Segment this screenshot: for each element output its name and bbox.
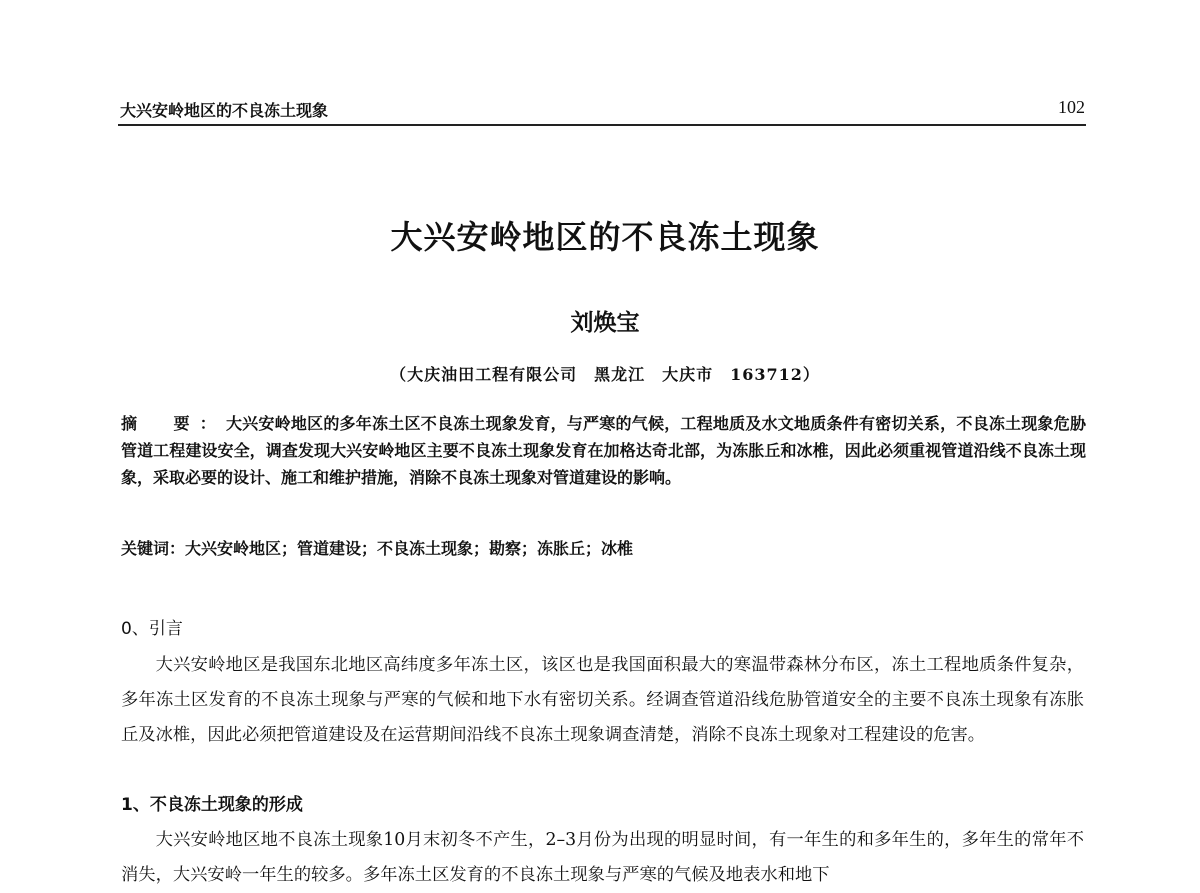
author-name: 刘焕宝	[570, 310, 640, 336]
keywords-text: 大兴安岭地区；管道建设；不良冻土现象；勘察；冻胀丘；冰椎	[185, 539, 634, 558]
section-heading-introduction: 0、引言	[121, 619, 183, 639]
abstract	[121, 410, 1086, 491]
author-affiliation: （大庆油田工程有限公司 黑龙江 大庆市 163712）	[390, 365, 820, 384]
abstract-label: 摘 要：	[121, 414, 226, 433]
running-header-title: 大兴安岭地区的不良冻土现象	[120, 101, 329, 120]
keywords-label: 关键词：	[121, 539, 186, 558]
page-number: 102	[1058, 97, 1085, 117]
formation-paragraph: 大兴安岭地区地不良冻土现象10月末初冬不产生，2–3月份为出现的明显时间，有一年生的和多年生的，多年生的常年不消失，大兴安岭一年生的较多。多年冻土区发育的不良冻土现象与严寒的气候及地表水和地下	[121, 830, 1084, 885]
section-heading-formation: 1、不良冻土现象的形成	[121, 795, 303, 815]
article-title: 大兴安岭地区的不良冻土现象	[390, 218, 820, 256]
abstract-text: 大兴安岭地区的多年冻土区不良冻土现象发育，与严寒的气候，工程地质及水文地质条件有密切关系，不良冻土现象危胁管道工程建设安全，调查发现大兴安岭地区主要不良冻土现象发育在加格达奇北部，为冻胀丘和冰椎，因此必须重视管道沿线不良冻土现象，采取必要的设计、施工和维护措施，消除不良冻土现象对管道建设的影响。	[121, 414, 1086, 487]
keywords	[121, 536, 1086, 559]
header-divider	[118, 124, 1086, 126]
introduction-paragraph: 大兴安岭地区是我国东北地区高纬度多年冻土区，该区也是我国面积最大的寒温带森林分布区，冻土工程地质条件复杂，多年冻土区发育的不良冻土现象与严寒的气候和地下水有密切关系。经调查管道沿线危胁管道安全的主要不良冻土现象有冻胀丘及冰椎，因此必须把管道建设及在运营期间沿线不良冻土现象调查清楚，消除不良冻土现象对工程建设的危害。	[121, 655, 1084, 745]
